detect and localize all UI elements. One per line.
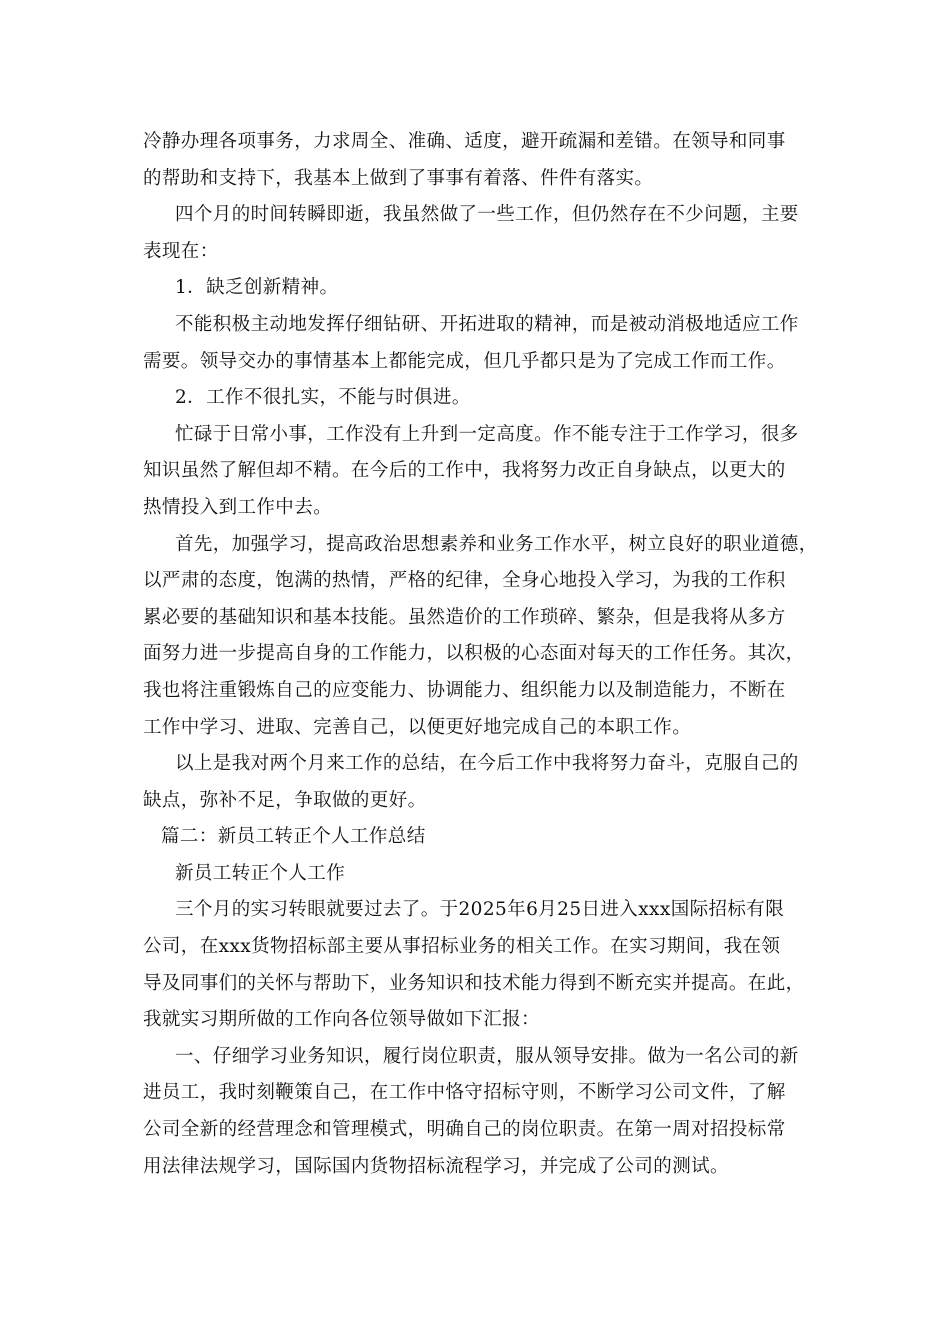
paragraph-line: 首先，加强学习，提高政治思想素养和业务工作水平，树立良好的职业道德， xyxy=(175,533,818,555)
paragraph-line: 需要。领导交办的事情基本上都能完成，但几乎都只是为了完成工作而工作。 xyxy=(143,350,786,372)
paragraph-line: 我就实习期所做的工作向各位领导做如下汇报： xyxy=(143,1009,540,1031)
paragraph-line: 导及同事们的关怀与帮助下，业务知识和技术能力得到不断充实并提高。在此， xyxy=(143,972,805,994)
paragraph-line: 进员工，我时刻鞭策自己，在工作中恪守招标守则，不断学习公司文件，了解 xyxy=(143,1082,786,1104)
section-subheading: 新员工转正个人工作 xyxy=(175,862,346,884)
list-heading: 1．缺乏创新精神。 xyxy=(175,277,339,299)
paragraph-line: 用法律法规学习，国际国内货物招标流程学习，并完成了公司的测试。 xyxy=(143,1155,729,1177)
paragraph-line: 一、仔细学习业务知识，履行岗位职责，服从领导安排。做为一名公司的新 xyxy=(175,1045,799,1067)
paragraph-line: 的帮助和支持下，我基本上做到了事事有着落、件件有落实。 xyxy=(143,167,654,189)
paragraph-line: 四个月的时间转瞬即逝，我虽然做了一些工作，但仍然存在不少问题，主要 xyxy=(175,204,799,226)
paragraph-line: 三个月的实习转眼就要过去了。于2025年6月25日进入xxx国际招标有限 xyxy=(175,899,785,921)
paragraph-line: 公司，在xxx货物招标部主要从事招标业务的相关工作。在实习期间，我在领 xyxy=(143,936,781,958)
paragraph-line: 忙碌于日常小事，工作没有上升到一定高度。作不能专注于工作学习，很多 xyxy=(175,423,799,445)
paragraph-line: 冷静办理各项事务，力求周全、准确、适度，避开疏漏和差错。在领导和同事 xyxy=(143,131,786,152)
paragraph-line: 累必要的基础知识和基本技能。虽然造价的工作琐碎、繁杂，但是我将从多方 xyxy=(143,606,786,628)
list-heading: 2．工作不很扎实，不能与时俱进。 xyxy=(175,387,471,409)
paragraph-line: 表现在： xyxy=(143,240,219,262)
paragraph-line: 面努力进一步提高自身的工作能力，以积极的心态面对每天的工作任务。其次， xyxy=(143,643,805,665)
paragraph-line: 不能积极主动地发挥仔细钻研、开拓进取的精神，而是被动消极地适应工作 xyxy=(175,313,799,335)
paragraph-line: 热情投入到工作中去。 xyxy=(143,496,333,518)
body-text xyxy=(143,124,833,1185)
paragraph-line: 缺点，弥补不足，争取做的更好。 xyxy=(143,789,427,811)
section-heading: 篇二：新员工转正个人工作总结 xyxy=(161,826,426,848)
paragraph-line: 以上是我对两个月来工作的总结，在今后工作中我将努力奋斗，克服自己的 xyxy=(175,753,799,775)
paragraph-line: 以严肃的态度，饱满的热情，严格的纪律，全身心地投入学习，为我的工作积 xyxy=(143,570,786,592)
paragraph-line: 知识虽然了解但却不精。在今后的工作中，我将努力改正自身缺点，以更大的 xyxy=(143,460,786,482)
paragraph-line: 我也将注重锻炼自己的应变能力、协调能力、组织能力以及制造能力，不断在 xyxy=(143,679,786,701)
paragraph-line: 工作中学习、进取、完善自己，以便更好地完成自己的本职工作。 xyxy=(143,716,692,738)
paragraph-line: 公司全新的经营理念和管理模式，明确自己的岗位职责。在第一周对招投标常 xyxy=(143,1119,786,1141)
